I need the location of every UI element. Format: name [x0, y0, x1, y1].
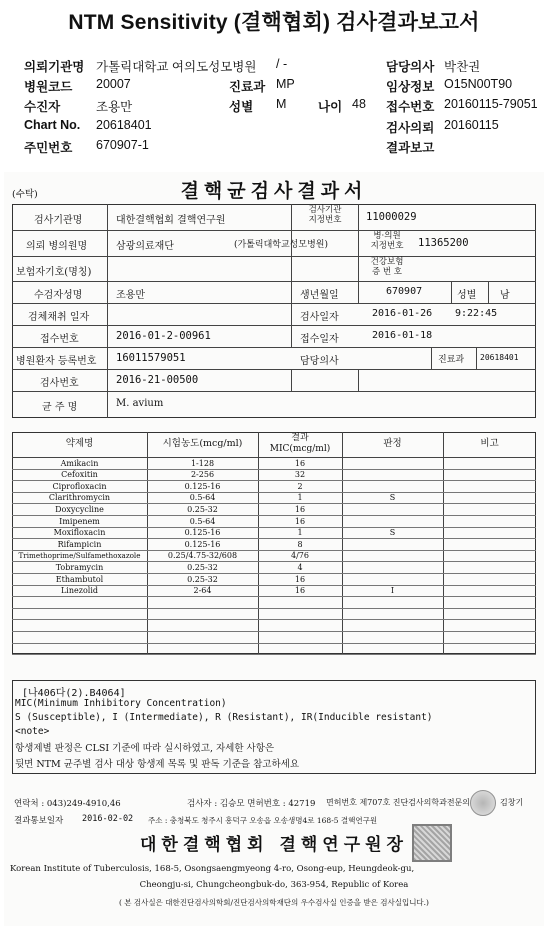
age-value: 48	[352, 97, 366, 111]
label-insurance: 건강보험 증 번 호	[370, 257, 404, 277]
value-recv-date: 2016-01-18	[372, 330, 433, 341]
table-row-divider	[12, 608, 536, 609]
cell-range: 0.125-16	[184, 482, 221, 491]
label-species: 균 주 명	[42, 402, 78, 413]
table-row-divider	[12, 573, 536, 574]
doctor-label: 담당의사	[386, 60, 435, 74]
cell-range: 2-256	[190, 470, 215, 479]
label-dept: 진료과	[438, 355, 465, 365]
hosp-code-label: 병원코드	[24, 80, 73, 94]
footer-tester: 검사자 : 김승모 면허번호 : 42719	[187, 799, 316, 809]
col-remark: 비고	[480, 438, 499, 449]
cell-drug: Tobramycin	[55, 563, 104, 572]
cell-range: 0.125-16	[184, 528, 221, 537]
footer-report-date: 2016-02-02	[82, 814, 134, 824]
cell-mic: 4/76	[291, 551, 309, 560]
label-insurer: 보험자기호(명칭)	[16, 267, 92, 278]
cell-drug: Trimethoprime/Sulfamethoxazole	[18, 551, 141, 560]
footer-license: 면허번호 제707호 진단검사의학과전문의	[326, 798, 471, 807]
table-row-divider	[12, 643, 536, 644]
cell-range: 0.5-64	[189, 517, 216, 526]
value-test-org-code: 11000029	[366, 211, 417, 223]
label-test-date: 검사일자	[300, 312, 339, 323]
cell-mic: 4	[297, 563, 303, 572]
page-title: NTM Sensitivity (결핵협회) 검사결과보고서	[68, 11, 480, 34]
cell-range: 0.125-16	[184, 540, 221, 549]
value-sex: 남	[500, 290, 510, 301]
table-row-divider	[12, 654, 536, 655]
col-range: 시험농도(mcg/ml)	[162, 438, 243, 449]
dept-value: MP	[276, 77, 295, 91]
label-recv-no: 접수번호	[40, 334, 79, 345]
recv-no-label: 접수번호	[386, 100, 435, 114]
cell-mic: 8	[297, 540, 303, 549]
doctor-seal-icon	[470, 790, 496, 816]
value-ref-hosp-sub: (가톨릭대학교성모병원)	[234, 240, 328, 250]
footer-report-date-label: 결과통보일자	[14, 816, 64, 826]
value-test-date: 2016-01-26	[372, 308, 433, 319]
cell-interp: S	[389, 493, 396, 502]
label-recv-date: 접수일자	[300, 334, 339, 345]
org-slash: / -	[276, 57, 288, 71]
note-mic: MIC(Minimum Inhibitory Concentration)	[15, 698, 227, 709]
chart-value: 20618401	[96, 118, 152, 132]
cell-drug: Doxycycline	[55, 505, 104, 514]
note-legend: S (Susceptible), I (Intermediate), R (Resistant), IR(Inducible resistant)	[15, 712, 433, 723]
footer-address: 주소 : 충청북도 청주시 흥덕구 오송읍 오송생명4로 168-5 결핵연구원	[148, 816, 378, 825]
cell-interp: I	[390, 586, 395, 595]
footer-contact: 연락처 : 043)249-4910,46	[14, 799, 121, 809]
cell-drug: Linezolid	[60, 586, 99, 595]
label-doctor: 담당의사	[300, 356, 339, 367]
table-row-divider	[12, 596, 536, 597]
table-row-divider	[12, 480, 536, 481]
cell-range: 2-64	[193, 586, 212, 595]
value-test-org: 대한결핵협회 결핵연구원	[116, 215, 226, 226]
rrn-label: 주민번호	[24, 141, 73, 155]
cell-mic: 2	[297, 482, 303, 491]
org-label: 의뢰기관명	[24, 60, 85, 74]
label-sex: 성별	[457, 290, 477, 301]
note-text-1: 항생제별 판정은 CLSI 기준에 따라 실시하였고, 자세한 사항은	[15, 743, 275, 754]
cell-drug: Imipenem	[59, 517, 100, 526]
label-test-no: 검사번호	[40, 378, 79, 389]
cell-drug: Ciprofloxacin	[52, 482, 107, 491]
official-seal-icon	[412, 824, 452, 862]
value-test-time: 9:22:45	[455, 308, 498, 319]
cell-drug: Moxifloxacin	[53, 528, 106, 537]
label-ref-code: 병·의원 지정번호	[370, 231, 404, 251]
cell-range: 0.5-64	[189, 493, 216, 502]
footer-doctor-sig: 김창기	[500, 798, 524, 807]
footer-english-1: Korean Institute of Tuberculosis, 168-5, Osongsaengmyeong 4-ro, Osong-eup, Heungdeok-gu,	[10, 864, 415, 874]
recv-no-value: 20160115-79051	[444, 97, 538, 111]
table-row-divider	[12, 631, 536, 632]
value-pt-reg: 16011579051	[116, 352, 186, 364]
label-collect: 검체채취 일자	[28, 312, 90, 323]
value-species: M. avium	[116, 398, 164, 409]
cell-mic: 1	[297, 528, 303, 537]
cell-range: 0.25-32	[187, 575, 218, 584]
chart-label: Chart No.	[24, 118, 81, 132]
cell-drug: Amikacin	[60, 459, 99, 468]
value-ref-code: 11365200	[418, 237, 469, 249]
cell-range: 0.25-32	[187, 505, 218, 514]
value-name: 조용만	[116, 290, 145, 301]
footer-institute: 대한결핵협회 결핵연구원장	[140, 835, 408, 855]
sex-value: M	[276, 97, 287, 111]
table-row-divider	[12, 538, 536, 539]
value-dept: 20618401	[480, 353, 519, 362]
col-mic: 결과 MIC(mcg/ml)	[269, 433, 331, 454]
org-value: 가톨릭대학교 여의도성모병원	[96, 60, 257, 74]
req-label: 검사의뢰	[386, 121, 435, 135]
cell-drug: Cefoxitin	[61, 470, 98, 479]
hosp-code-value: 20007	[96, 77, 131, 91]
clinical-label: 임상정보	[386, 80, 435, 94]
label-pt-reg: 병원환자 등록번호	[16, 356, 97, 367]
cell-mic: 32	[294, 470, 306, 479]
cell-mic: 16	[294, 517, 306, 526]
col-drug: 약제명	[65, 438, 94, 449]
rrn-value: 670907-1	[96, 138, 149, 152]
col-interp: 판정	[383, 438, 402, 449]
cell-mic: 16	[294, 505, 306, 514]
cell-mic: 16	[294, 575, 306, 584]
cell-range: 0.25-32	[187, 563, 218, 572]
cell-drug: Rifampicin	[57, 540, 102, 549]
patient-value: 조용만	[96, 100, 133, 114]
sex-label: 성별	[229, 100, 254, 114]
value-recv-no: 2016-01-2-00961	[116, 330, 211, 342]
value-dob: 670907	[386, 286, 423, 297]
cell-interp: S	[389, 528, 396, 537]
table-row-divider	[12, 619, 536, 620]
table-row-divider	[12, 561, 536, 562]
cell-mic: 16	[294, 586, 306, 595]
doctor-value: 박찬권	[444, 60, 481, 74]
footer-english-2: Cheongju-si, Chungcheongbuk-do, 363-954, Republic of Korea	[139, 880, 409, 890]
cell-range: 1-128	[190, 459, 215, 468]
cell-drug: Clarithromycin	[48, 493, 111, 502]
clinical-value: O15N00T90	[444, 77, 513, 91]
note-text-2: 뒷면 NTM 균주별 검사 대상 항생제 목록 및 판독 기준을 참고하세요	[15, 759, 299, 770]
cell-drug: Ethambutol	[55, 575, 104, 584]
req-value: 20160115	[444, 118, 499, 132]
label-ref-hosp: 의뢰 병의원명	[26, 241, 88, 252]
footer-cert: ( 본 검사실은 대한진단검사의학회/진단검사의학재단의 우수검사실 인증을 받은 검사실입니다.)	[118, 898, 429, 907]
table-row-divider	[12, 503, 536, 504]
label-test-org: 검사기관명	[34, 215, 83, 226]
cell-mic: 1	[297, 493, 303, 502]
report-title: 결핵균검사결과서	[180, 180, 368, 202]
value-test-no: 2016-21-00500	[116, 374, 199, 386]
patient-label: 수진자	[24, 100, 61, 114]
dept-label: 진료과	[229, 80, 266, 94]
age-label: 나이	[318, 100, 343, 114]
label-name: 수검자성명	[34, 290, 83, 301]
receipt-tag: (수탁)	[12, 189, 38, 200]
label-test-org-code: 검사기관 지정번호	[308, 205, 342, 225]
report-label: 결과보고	[386, 141, 435, 155]
note-code: [나406다(2).B4064]	[22, 688, 126, 699]
note-tag: <note>	[15, 726, 50, 737]
value-ref-hosp: 삼광의료재단	[116, 241, 174, 252]
label-dob: 생년월일	[300, 290, 339, 301]
table-row-divider	[12, 515, 536, 516]
cell-mic: 16	[294, 459, 306, 468]
cell-range: 0.25/4.75-32/608	[167, 551, 238, 560]
